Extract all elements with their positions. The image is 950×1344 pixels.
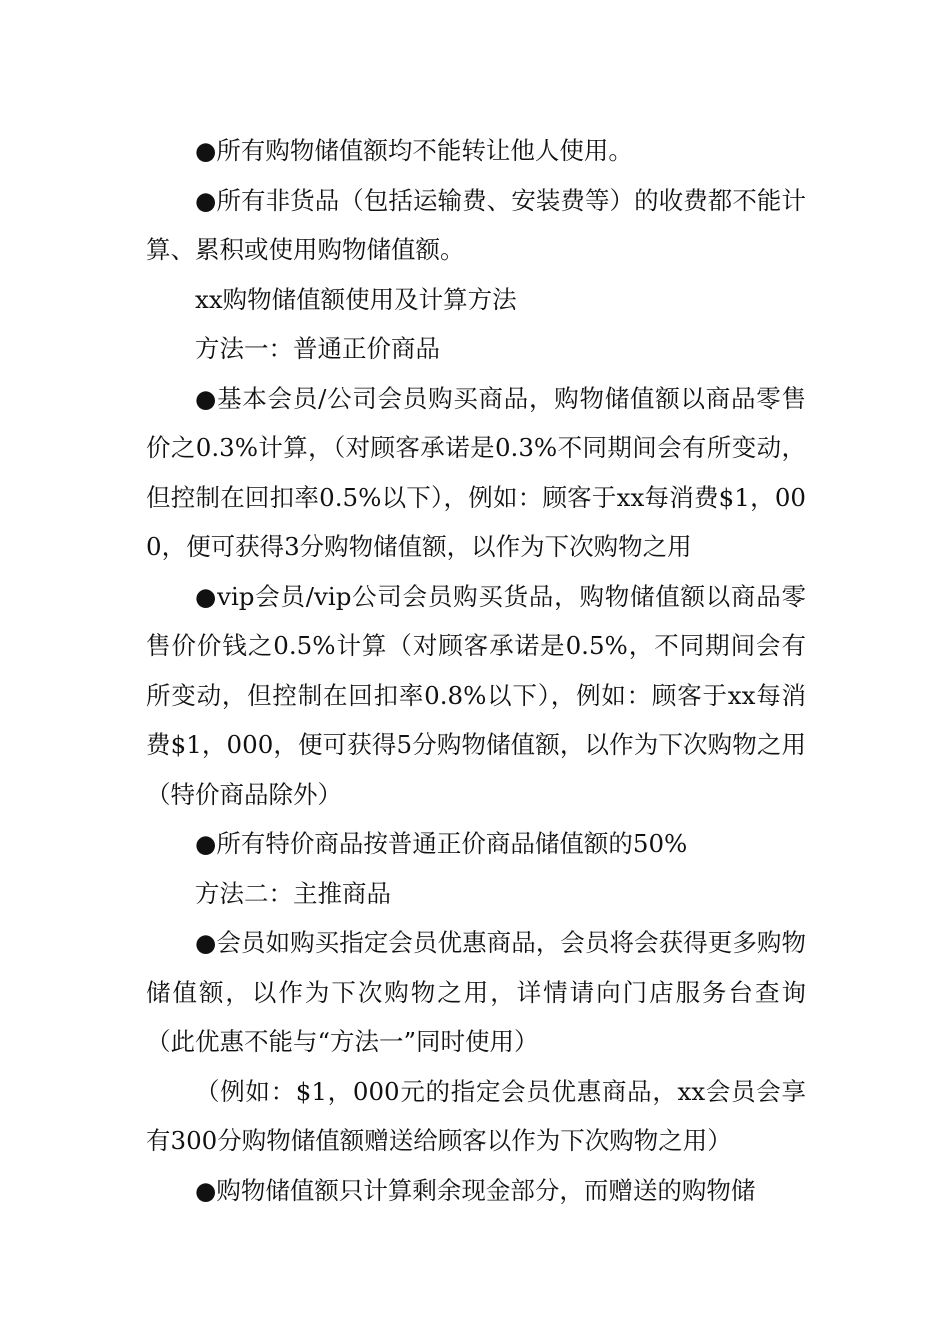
paragraph-example: （例如：$1，000元的指定会员优惠商品，xx会员会享有300分购物储值额赠送给顾客以作为下次购物之用） <box>146 1076 806 1155</box>
paragraph-special-price: ●所有特价商品按普通正价商品储值额的50% <box>195 829 688 858</box>
paragraph-vip-member: ●vip会员/vip公司会员购买货品，购物储值额以商品零售价价钱之0.5%计算（对顾客承诺是0.5%，不同期间会有所变动，但控制在回扣率0.8%以下），例如：顾客于xx每消费$1，000，便可获得5分购物储值额，以作为下次购物之用（特价商品除外） <box>146 581 806 809</box>
paragraph-basic-member: ●基本会员/公司会员购买商品，购物储值额以商品零售价之0.3%计算，（对顾客承诺是0.3%不同期间会有所变动，但控制在回扣率0.5%以下），例如：顾客于xx每消费$1，000，便可获得3分购物储值额，以作为下次购物之用 <box>146 383 806 561</box>
document-body <box>146 126 806 1215</box>
paragraph-non-transferable: ●所有购物储值额均不能转让他人使用。 <box>195 136 633 165</box>
paragraph-non-goods-fees: ●所有非货品（包括运输费、安装费等）的收费都不能计算、累积或使用购物储值额。 <box>146 185 806 264</box>
method-one-heading: 方法一：普通正价商品 <box>195 334 440 363</box>
method-two-heading: 方法二：主推商品 <box>195 878 391 908</box>
paragraph-featured-goods: ●会员如购买指定会员优惠商品，会员将会获得更多购物储值额，以作为下次购物之用，详情请向门店服务台查询（此优惠不能与“方法一”同时使用） <box>146 928 806 1056</box>
paragraph-cash-portion: ●购物储值额只计算剩余现金部分，而赠送的购物储 <box>195 1175 756 1205</box>
section-heading-usage-method: xx购物储值额使用及计算方法 <box>195 284 517 314</box>
